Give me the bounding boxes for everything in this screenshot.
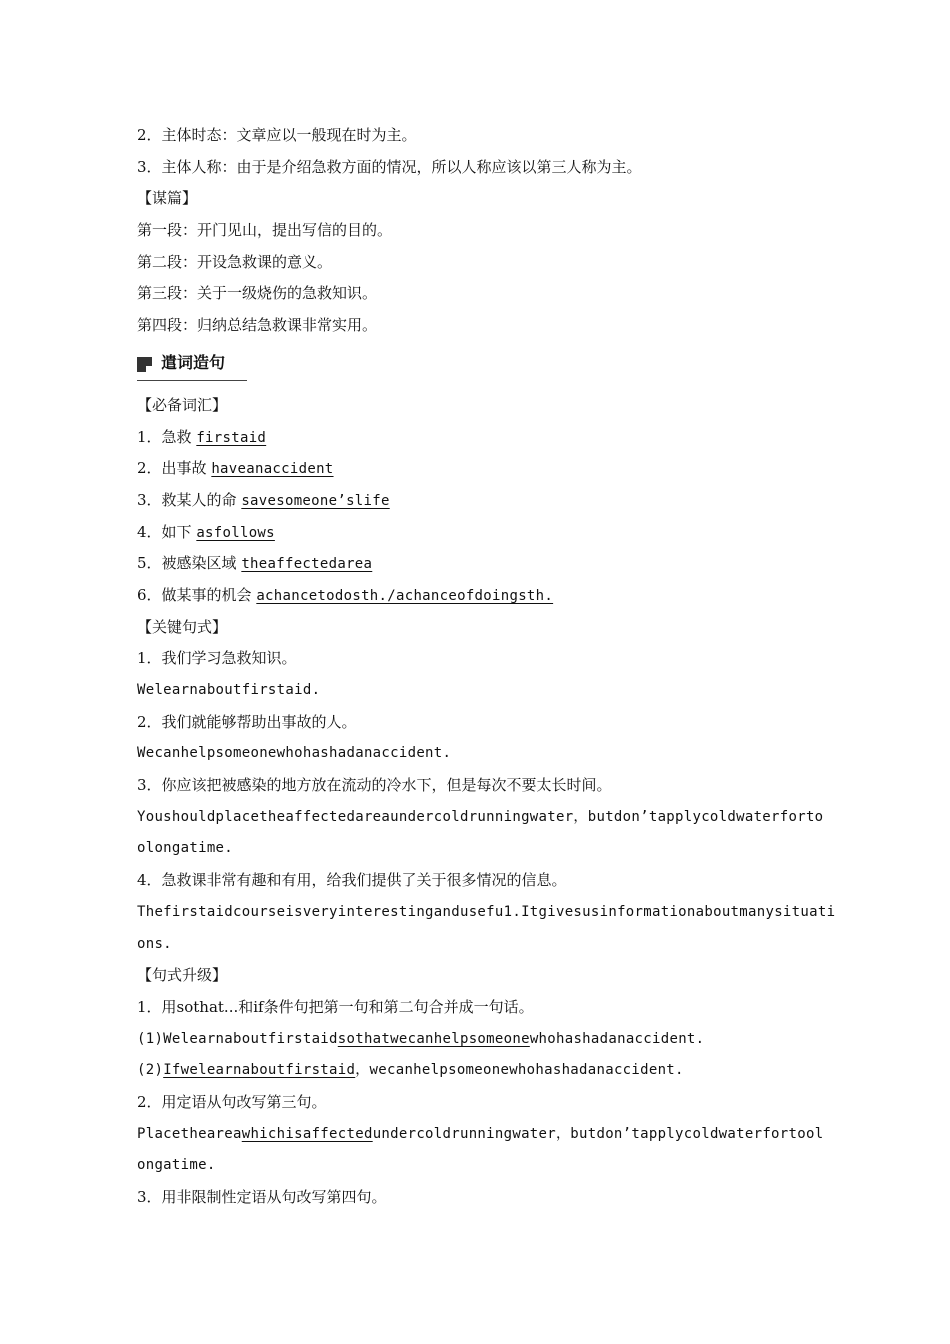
answer-text: ，wecanhelpsomeonewhohashadanaccident. [355,1062,684,1079]
vocab-zh: 5．被感染区域 [137,554,237,573]
document-page [137,120,836,1214]
pattern-zh: 2．我们就能够帮助出事故的人。 [137,712,357,731]
vocab-en: haveanaccident [211,461,334,478]
planning-para-1: 第一段：开门见山，提出写信的目的。 [137,221,393,240]
vocab-zh: 2．出事故 [137,459,207,478]
tense-line: 2．主体时态：文章应以一般现在时为主。 [137,126,417,144]
upgrade-answer-3-cont: ongatime. [137,1157,216,1174]
pattern-zh: 4．急救课非常有趣和有用，给我们提供了关于很多情况的信息。 [137,871,567,890]
planning-heading: 【谋篇】 [137,189,198,208]
vocab-item [137,548,827,580]
pattern-zh: 3．你应该把被感染的地方放在流动的冷水下，但是每次不要太长时间。 [137,776,612,795]
answer-text: (1)Welearnaboutfirstaid [137,1030,338,1047]
upgrade-answer-3 [137,1119,827,1151]
pattern-en-cont: olongatime. [137,840,234,857]
vocab-zh: 6．做某事的机会 [137,585,252,604]
upgrade-heading: 【句式升级】 [137,966,228,985]
pattern-en: Youshouldplacetheaffectedareaundercoldrunningwater，butdon’tapplycoldwaterforto [137,808,824,825]
upgrade-question-3: 3．用非限制性定语从句改写第四句。 [137,1188,387,1206]
vocab-heading: 【必备词汇】 [137,395,228,414]
answer-text: undercoldrunningwater，butdon’tapplycoldwaterfortool [372,1125,824,1142]
person-line: 3．主体人称：由于是介绍急救方面的情况，所以人称应该以第三人称为主。 [137,157,642,176]
upgrade-question-2: 2．用定语从句改写第三句。 [137,1092,327,1111]
planning-para-4: 第四段：归纳总结急救课非常实用。 [137,316,378,335]
answer-text: Placethearea [137,1125,242,1142]
answer-underlined: Ifwelearnaboutfirstaid [163,1062,356,1079]
planning-para-2: 第二段：开设急救课的意义。 [137,252,333,271]
vocab-en: achancetodosth./achanceofdoingsth. [256,587,554,604]
answer-underlined: whichisaffected [241,1125,373,1142]
pattern-en: Thefirstaidcourseisveryinterestingandusefu1.Itgivesusinformationaboutmanysituati [137,903,836,920]
vocab-item [137,453,827,485]
vocab-zh: 4．如下 [137,522,192,541]
answer-text: (2) [137,1062,164,1079]
section-title: 遣词造句 [161,352,226,372]
upgrade-answer-2 [137,1055,827,1087]
section-underline [137,380,247,381]
pattern-en: Wecanhelpsomeonewhohashadanaccident. [137,745,452,762]
section-square-icon [137,357,152,372]
vocab-zh: 3．救某人的命 [137,490,237,509]
planning-para-3: 第三段：关于一级烧伤的急救知识。 [137,284,378,303]
vocab-en: asfollows [196,524,275,541]
pattern-en-cont: ons. [137,935,172,952]
pattern-en: Welearnaboutfirstaid. [137,682,321,698]
upgrade-answer-1 [137,1024,827,1056]
patterns-heading: 【关键句式】 [137,617,228,636]
vocab-item [137,485,827,517]
vocab-item [137,422,827,454]
answer-underlined: sothatwecanhelpsomeone [337,1030,530,1047]
vocab-zh: 1．急救 [137,427,192,446]
upgrade-question-1: 1．用sothat...和if条件句把第一句和第二句合并成一句话。 [137,997,534,1016]
vocab-en: savesomeone’slife [241,492,390,509]
pattern-zh: 1．我们学习急救知识。 [137,649,297,668]
vocab-item [137,517,827,549]
vocab-en: firstaid [196,429,267,446]
vocab-item [137,580,827,612]
section-header [137,346,827,386]
vocab-en: theaffectedarea [241,556,373,573]
answer-text: whohashadanaccident. [529,1030,705,1047]
